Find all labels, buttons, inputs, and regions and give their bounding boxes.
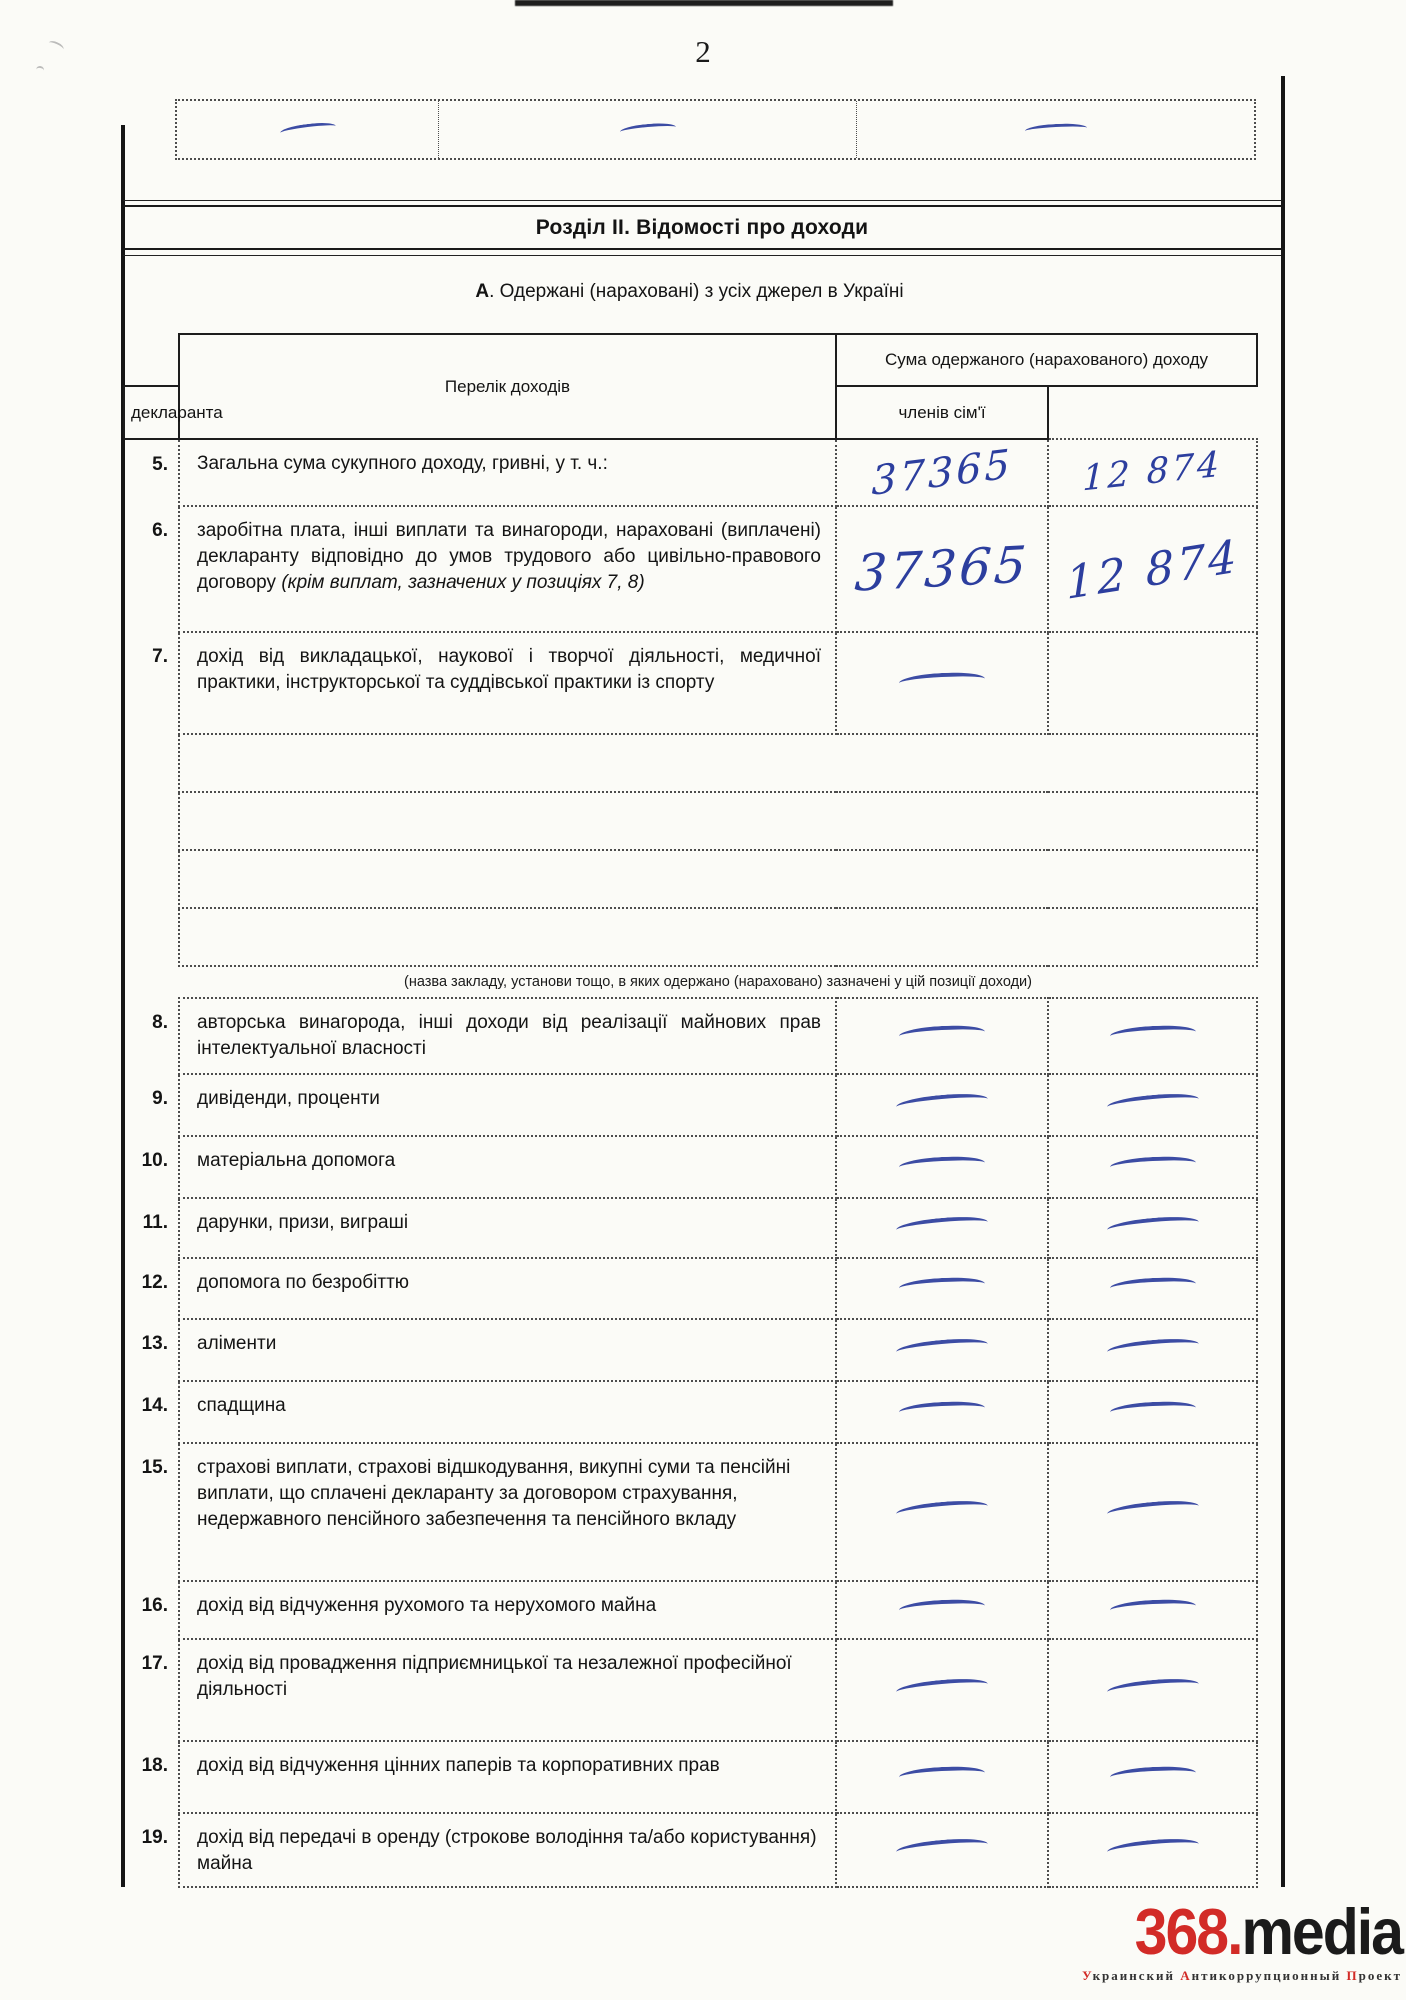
handwritten-amount: 12 874 — [1064, 528, 1241, 610]
handwritten-dash — [899, 670, 986, 690]
ruled-line — [123, 255, 1281, 256]
watermark-tagline — [1068, 1968, 1402, 1984]
income-description-italic: (крім виплат, зазначених у позиціях 7, 8) — [281, 572, 645, 593]
row-number: 16. — [141, 1595, 168, 1616]
row-number: 6. — [152, 520, 168, 541]
income-description: дохід від викладацької, наукової і творчої діяльності, медичної практики, інструкторської та суддівської практики із спорту — [179, 632, 836, 734]
table-cell — [857, 101, 1254, 158]
family-amount-cell — [1048, 998, 1257, 1074]
handwritten-dash — [619, 122, 676, 138]
income-description: авторська винагорода, інші доходи від реалізації майнових прав інтелектуальної власності — [179, 998, 836, 1074]
declarant-amount-cell — [836, 998, 1048, 1074]
declarant-amount-cell — [836, 1198, 1048, 1258]
table-cell — [439, 101, 857, 158]
institution-blank-row — [124, 850, 1257, 908]
declarant-amount-cell — [836, 1136, 1048, 1198]
declarant-amount-cell — [836, 1319, 1048, 1381]
previous-section-table — [175, 99, 1256, 160]
row-number: 11. — [142, 1212, 168, 1233]
income-description: дарунки, призи, виграші — [179, 1198, 836, 1258]
row-number: 10. — [141, 1150, 168, 1171]
table-row — [124, 1319, 1257, 1381]
handwritten-dash — [899, 1597, 986, 1617]
family-amount-cell — [1048, 1741, 1257, 1813]
family-amount-cell — [1048, 1258, 1257, 1319]
income-description: страхові виплати, страхові відшкодування, викупні суми та пенсійні виплати, що сплачені декларанту за договором страхування, недержавного пенсійного забезпечення та пенсійного вкладу — [179, 1443, 836, 1581]
table-row — [124, 1741, 1257, 1813]
tagline-word: Проект — [1346, 1968, 1402, 1983]
handwritten-dash — [1109, 1399, 1196, 1419]
handwritten-dash — [1106, 1336, 1199, 1360]
declarant-amount-cell — [836, 1581, 1048, 1639]
income-description: аліменти — [179, 1319, 836, 1381]
handwritten-dash — [899, 1154, 986, 1174]
row-number — [124, 966, 179, 998]
income-description: Загальна сума сукупного доходу, гривні, у т. ч.: — [179, 439, 836, 506]
row-number: 9. — [152, 1088, 168, 1109]
institution-blank-row — [124, 908, 1257, 966]
declarant-amount-cell — [836, 1813, 1048, 1887]
watermark-logo — [1068, 1895, 1402, 1969]
table-cell — [177, 101, 439, 158]
declarant-amount-cell — [836, 632, 1048, 734]
handwritten-dash — [1109, 1764, 1196, 1784]
watermark-logo-number: 368. — [1134, 1895, 1242, 1969]
handwritten-dash — [1106, 1836, 1199, 1860]
note-row — [124, 966, 1257, 998]
column-header-income-list: Перелік доходів — [179, 334, 836, 439]
table-row — [124, 1581, 1257, 1639]
declarant-amount-cell — [836, 1443, 1048, 1581]
handwritten-dash — [1106, 1091, 1199, 1115]
declarant-amount-cell — [836, 1381, 1048, 1443]
table-row — [124, 439, 1257, 506]
income-description: дивіденди, проценти — [179, 1074, 836, 1136]
income-description: допомога по безробіттю — [179, 1258, 836, 1319]
handwritten-dash — [1106, 1676, 1199, 1700]
row-number-header — [124, 334, 179, 386]
family-amount-cell — [1048, 1381, 1257, 1443]
income-description: дохід від відчуження цінних паперів та корпоративних прав — [179, 1741, 836, 1813]
column-header-sum: Сума одержаного (нарахованого) доходу — [836, 334, 1257, 386]
page-number: 2 — [695, 34, 711, 69]
handwritten-dash — [1109, 1023, 1196, 1043]
row-number: 18. — [141, 1755, 168, 1776]
declarant-amount-cell — [836, 1639, 1048, 1741]
family-amount-cell — [1048, 1813, 1257, 1887]
institution-blank-row — [124, 792, 1257, 850]
handwritten-dash — [1109, 1154, 1196, 1174]
row-number — [124, 792, 179, 850]
handwritten-dash — [895, 1091, 988, 1115]
handwritten-amount: 37365 — [871, 440, 1013, 505]
blank-line-cell — [179, 850, 1257, 908]
row-number: 8. — [152, 1012, 168, 1033]
column-header-declarant: декларанта — [124, 386, 179, 439]
institution-blank-row — [124, 734, 1257, 792]
income-table — [123, 333, 1258, 1888]
row-number: 7. — [152, 646, 168, 667]
tagline-word: Антикоррупционный — [1180, 1968, 1342, 1983]
row-number: 17. — [141, 1653, 168, 1674]
handwritten-dash — [1109, 1597, 1196, 1617]
row-number: 19. — [141, 1827, 168, 1848]
income-table-body — [124, 439, 1257, 1887]
subsection-letter: А — [475, 281, 490, 302]
row-number — [124, 908, 179, 966]
handwritten-dash — [899, 1764, 986, 1784]
watermark-logo-media: media — [1241, 1895, 1402, 1969]
blank-line-cell — [179, 734, 1257, 792]
table-row — [124, 1813, 1257, 1887]
family-amount-cell — [1048, 1198, 1257, 1258]
income-description: дохід від провадження підприємницької та незалежної професійної діяльності — [179, 1639, 836, 1741]
table-row — [124, 1381, 1257, 1443]
family-amount-cell — [1048, 1581, 1257, 1639]
declarant-amount-cell — [836, 1741, 1048, 1813]
family-amount-cell — [1048, 439, 1257, 506]
income-description: дохід від передачі в оренду (строкове володіння та/або користування) майна — [179, 1813, 836, 1887]
section-title: Розділ II. Відомості про доходи — [535, 215, 869, 239]
row-number: 14. — [141, 1395, 168, 1416]
handwritten-dash — [899, 1023, 986, 1043]
table-row — [124, 632, 1257, 734]
section-header — [123, 205, 1281, 250]
table-row — [124, 1074, 1257, 1136]
table-row — [124, 1136, 1257, 1198]
institution-note: (назва закладу, установи тощо, в яких одержано (нараховано) зазначені у цій позиції доходи) — [404, 974, 1032, 990]
handwritten-dash — [1106, 1498, 1199, 1522]
table-row — [124, 998, 1257, 1074]
blank-line-cell — [179, 792, 1257, 850]
family-amount-cell — [1048, 506, 1257, 632]
table-row — [124, 506, 1257, 632]
subsection-title — [123, 281, 1256, 303]
family-amount-cell — [1048, 1319, 1257, 1381]
handwritten-dash — [895, 1214, 988, 1238]
family-amount-cell — [1048, 1639, 1257, 1741]
income-description: заробітна плата, інші виплати та винагороди, нараховані (виплачені) декларанту відповідно до умов трудового або цивільно-правового договору (крім виплат, зазначених у позиціях 7, 8) — [179, 506, 836, 632]
handwritten-dash — [899, 1276, 986, 1296]
family-amount-cell — [1048, 1074, 1257, 1136]
table-row — [124, 1258, 1257, 1319]
family-amount-cell — [1048, 1136, 1257, 1198]
family-amount-cell — [1048, 632, 1257, 734]
declarant-amount-cell — [836, 506, 1048, 632]
table-row — [124, 1639, 1257, 1741]
income-description: матеріальна допомога — [179, 1136, 836, 1198]
income-description: дохід від відчуження рухомого та нерухомого майна — [179, 1581, 836, 1639]
row-number — [124, 850, 179, 908]
page-frame-right-line — [1281, 76, 1285, 1887]
declarant-amount-cell — [836, 1074, 1048, 1136]
handwritten-dash — [895, 1676, 988, 1700]
handwritten-dash — [1025, 122, 1087, 136]
handwritten-dash — [895, 1336, 988, 1360]
row-number: 12. — [141, 1272, 168, 1293]
handwritten-amount: 12 874 — [1082, 444, 1223, 500]
tagline-word: Украинский — [1082, 1968, 1176, 1983]
scan-artifact-bar — [515, 0, 893, 6]
income-description: спадщина — [179, 1381, 836, 1443]
handwritten-dash — [895, 1836, 988, 1860]
declarant-amount-cell — [836, 439, 1048, 506]
table-row — [124, 1443, 1257, 1581]
blank-line-cell — [179, 908, 1257, 966]
declarant-amount-cell — [836, 1258, 1048, 1319]
family-amount-cell — [1048, 1443, 1257, 1581]
handwritten-amount: 37365 — [853, 535, 1031, 603]
row-number: 5. — [152, 454, 168, 475]
handwritten-dash — [1109, 1276, 1196, 1296]
row-number: 13. — [141, 1333, 168, 1354]
row-number — [124, 734, 179, 792]
handwritten-dash — [899, 1399, 986, 1419]
row-number: 15. — [141, 1457, 168, 1478]
subsection-text: . Одержані (нараховані) з усіх джерел в Україні — [489, 281, 904, 302]
column-header-family: членів сім'ї — [836, 386, 1048, 439]
handwritten-dash — [279, 121, 336, 139]
income-table-header — [124, 334, 1257, 439]
ruled-line — [123, 200, 1281, 201]
handwritten-dash — [1106, 1214, 1199, 1238]
watermark — [1068, 1895, 1402, 1984]
table-row — [124, 1198, 1257, 1258]
handwritten-dash — [895, 1498, 988, 1522]
